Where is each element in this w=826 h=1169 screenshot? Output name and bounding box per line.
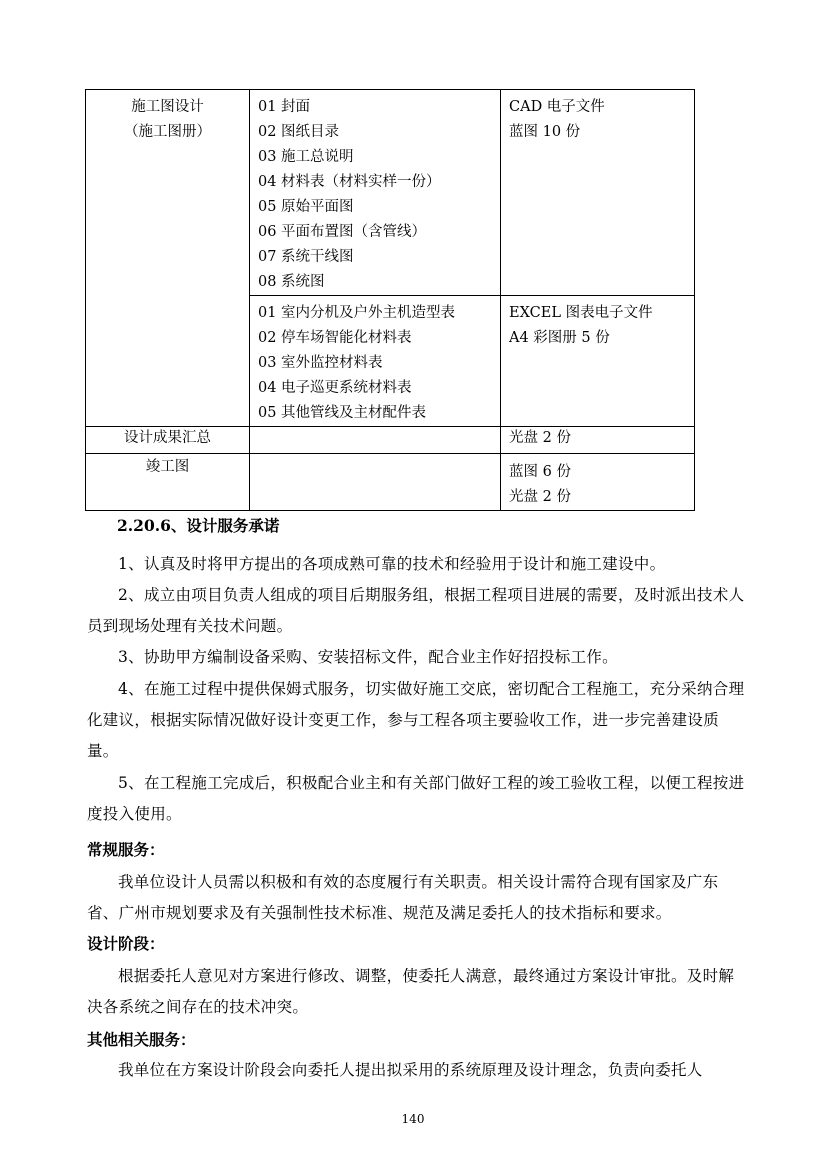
design-stage-text: 根据委托人意见对方案进行修改、调整，使委托人满意，最终通过方案设计审批。及时解决各系统之间存在的技术冲突。 — [87, 967, 735, 1016]
cell-line: 03 室外监控材料表 — [258, 355, 383, 371]
cell-line: （施工图册） — [124, 124, 211, 140]
table-cell — [501, 427, 695, 454]
other-text: 我单位在方案设计阶段会向委托人提出拟采用的系统原理及设计理念，负责向委托人 — [118, 1061, 703, 1079]
cell-line: 08 系统图 — [258, 274, 325, 290]
cell-line: 蓝图 10 份 — [509, 124, 581, 140]
other-heading: 其他相关服务： — [87, 1030, 196, 1049]
promise-4: 4、在施工过程中提供保姆式服务，切实做好施工交底，密切配合工程施工，充分采纳合理化建议，根据实际情况做好设计变更工作，参与工程各项主要验收工作，进一步完善建设质量。 — [87, 680, 745, 760]
table-cell — [86, 454, 250, 511]
table-row — [86, 427, 695, 454]
cell-line: 04 材料表（材料实样一份） — [258, 174, 441, 190]
promise-1: 1、认真及时将甲方提出的各项成熟可靠的技术和经验用于设计和施工建设中。 — [118, 555, 666, 573]
cell-line: 06 平面布置图（含管线） — [258, 224, 427, 240]
cell-line: 04 电子巡更系统材料表 — [258, 380, 412, 396]
cell-line: 光盘 2 份 — [509, 489, 571, 505]
cell-line: 蓝图 6 份 — [509, 464, 571, 480]
cell-line: 施工图设计 — [131, 99, 204, 115]
cell-line: EXCEL 图表电子文件 — [509, 305, 653, 321]
cell-line: 光盘 2 份 — [509, 430, 571, 446]
cell-line: 05 其他管线及主材配件表 — [258, 405, 427, 421]
table-cell — [86, 90, 250, 427]
cell-line: 设计成果汇总 — [124, 430, 211, 446]
cell-line: 竣工图 — [145, 459, 190, 475]
table-cell — [501, 90, 695, 296]
table-row — [86, 90, 695, 296]
promise-3: 3、协助甲方编制设备采购、安装招标文件，配合业主作好招投标工作。 — [118, 648, 618, 666]
cell-line: 02 停车场智能化材料表 — [258, 330, 412, 346]
table-cell — [250, 427, 501, 454]
cell-line: 07 系统干线图 — [258, 249, 354, 265]
promise-5: 5、在工程施工完成后，积极配合业主和有关部门做好工程的竣工验收工程，以便工程按进度投入使用。 — [87, 774, 745, 823]
cell-line: 03 施工总说明 — [258, 149, 354, 165]
cell-line: A4 彩图册 5 份 — [509, 330, 610, 346]
page-number: 140 — [401, 1112, 425, 1126]
deliverables-table — [85, 89, 695, 511]
table-row — [86, 454, 695, 511]
design-stage-heading: 设计阶段： — [87, 934, 165, 953]
cell-line: CAD 电子文件 — [509, 99, 605, 115]
cell-line: 05 原始平面图 — [258, 199, 354, 215]
routine-heading: 常规服务： — [87, 840, 165, 859]
cell-line: 02 图纸目录 — [258, 124, 340, 140]
table-cell — [250, 296, 501, 427]
section-heading: 2.20.6、设计服务承诺 — [117, 516, 280, 535]
cell-line: 01 室内分机及户外主机造型表 — [258, 305, 456, 321]
routine-text: 我单位设计人员需以积极和有效的态度履行有关职责。相关设计需符合现有国家及广东省、广州市规划要求及有关强制性技术标准、规范及满足委托人的技术指标和要求。 — [87, 873, 719, 922]
promise-2: 2、成立由项目负责人组成的项目后期服务组，根据工程项目进展的需要，及时派出技术人员到现场处理有关技术问题。 — [87, 586, 745, 635]
table-cell — [86, 427, 250, 454]
table-cell — [501, 454, 695, 511]
table-cell — [250, 454, 501, 511]
table-cell — [501, 296, 695, 427]
table-cell — [250, 90, 501, 296]
cell-line: 01 封面 — [258, 99, 311, 115]
